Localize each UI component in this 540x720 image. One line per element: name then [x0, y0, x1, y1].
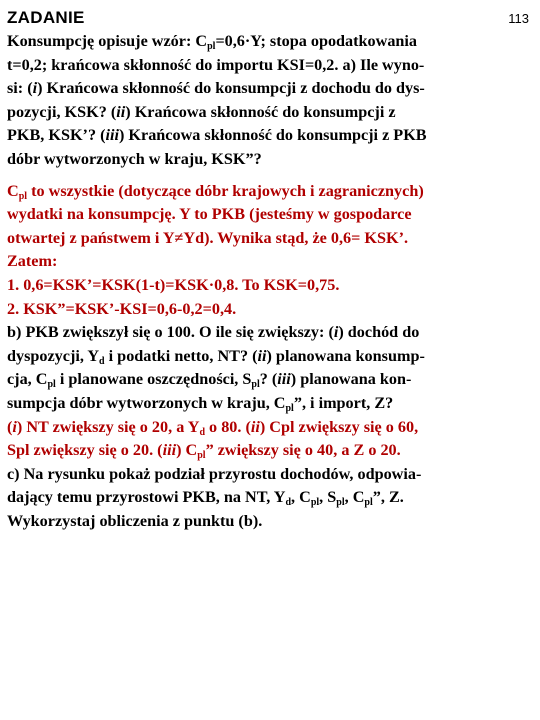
answer-line — [7, 180, 531, 204]
italic-marker: i — [333, 323, 339, 342]
italic-marker: iii — [105, 126, 119, 145]
text: ) Cpl zwiększy się o 60, — [259, 417, 419, 436]
italic-marker: ii — [257, 346, 267, 365]
question-b-line — [7, 368, 531, 392]
answer-text — [7, 180, 531, 534]
text: PKB, KSK’? ( — [7, 126, 106, 145]
task-line: t=0,2; krańcowa skłonność do importu KSI=0,2. a) Ile wyno- — [7, 55, 425, 74]
task-line — [7, 124, 531, 148]
question-b-line — [7, 392, 531, 416]
text: ”, i import, Z? — [293, 393, 394, 412]
text: ) Krańcowa skłonność do konsumpcji z PKB — [118, 126, 427, 145]
page-number: 113 — [508, 11, 529, 26]
text: dyspozycji, Y — [7, 346, 100, 365]
answer-line: wydatki na konsumpcję. Y to PKB (jesteśmy w gospodarce — [7, 205, 412, 224]
answer-line: 2. KSK”=KSK’-KSI=0,6-0,2=0,4. — [7, 299, 237, 318]
text: i podatki netto, NT? ( — [104, 346, 258, 365]
text: ) Krańcowa skłonność do konsumpcji z — [125, 102, 396, 121]
subscript: pl — [336, 497, 345, 509]
page-title: ZADANIE — [7, 8, 85, 27]
text: to wszystkie (dotyczące dóbr krajowych i zagranicznych) — [27, 181, 424, 200]
text: , C — [291, 488, 311, 507]
text: Konsumpcję opisuje wzór: C — [7, 32, 208, 50]
text: si: ( — [7, 79, 33, 98]
text: ) planowana konsump- — [266, 346, 425, 365]
subscript: pl — [251, 379, 260, 391]
text: ) Krańcowa skłonność do konsumpcji z dochodu do dys- — [37, 79, 425, 98]
text: dający temu przyrostowi PKB, na NT, Y — [7, 488, 286, 507]
italic-marker: iii — [277, 370, 291, 389]
text: =0,6·Y; stopa opodatkowania — [215, 32, 418, 50]
text: , S — [319, 488, 337, 507]
italic-marker: ii — [250, 417, 260, 436]
text: i planowane oszczędności, S — [55, 370, 252, 389]
question-c-line: c) Na rysunku pokaż podział przyrostu dochodów, odpowia- — [7, 464, 422, 483]
text: Spl zwiększy się o 20. ( — [7, 441, 163, 460]
text: ) NT zwiększy się o 20, a Y — [16, 417, 200, 436]
text: ) dochód do — [338, 323, 420, 342]
italic-marker: ii — [116, 102, 126, 121]
question-c-line: Wykorzystaj obliczenia z punktu (b). — [7, 511, 263, 530]
task-text — [7, 30, 531, 172]
question-b-line — [7, 321, 531, 345]
subscript: d — [285, 497, 292, 509]
text: pozycji, KSK? ( — [7, 102, 117, 121]
text: o 80. ( — [205, 417, 251, 436]
task-line: dóbr wytworzonych w kraju, KSK”? — [7, 149, 262, 168]
task-line — [7, 77, 531, 101]
italic-marker: i — [12, 417, 17, 436]
text: ? ( — [259, 370, 278, 389]
answer-line: 1. 0,6=KSK’=KSK(1-t)=KSK·0,8. To KSK=0,75. — [7, 275, 340, 294]
text: ) C — [176, 441, 198, 460]
subscript: d — [99, 355, 105, 367]
text: ( — [7, 417, 13, 436]
answer-b-line — [7, 439, 531, 463]
subscript: pl — [18, 190, 28, 202]
subscript: d — [199, 426, 205, 438]
answer-line: otwartej z państwem i Y≠Yd). Wynika stąd, że 0,6= KSK’. — [7, 228, 409, 247]
italic-marker: i — [32, 79, 38, 98]
task-line — [7, 30, 531, 54]
text: b) PKB zwiększył się o 100. O ile się zwiększy: ( — [7, 323, 334, 342]
page — [7, 8, 531, 533]
text: C — [7, 181, 19, 200]
text: ) planowana kon- — [290, 370, 412, 389]
text: cja, C — [7, 370, 48, 389]
text: ” zwiększy się o 40, a Z o 20. — [205, 441, 401, 460]
subscript: pl — [207, 41, 216, 52]
header — [7, 8, 531, 30]
italic-marker: iii — [162, 441, 177, 460]
question-b-line — [7, 345, 531, 369]
subscript: pl — [285, 402, 294, 414]
subscript: pl — [197, 450, 206, 462]
subscript: pl — [364, 497, 373, 509]
answer-b-line — [7, 416, 531, 440]
text: , C — [344, 488, 365, 507]
answer-line: Zatem: — [7, 252, 58, 271]
subscript: pl — [310, 497, 320, 509]
question-c-line — [7, 486, 531, 510]
text: sumpcja dóbr wytworzonych w kraju, C — [7, 393, 286, 412]
task-line — [7, 101, 531, 125]
text: ”, Z. — [372, 488, 404, 507]
subscript: pl — [47, 379, 56, 391]
